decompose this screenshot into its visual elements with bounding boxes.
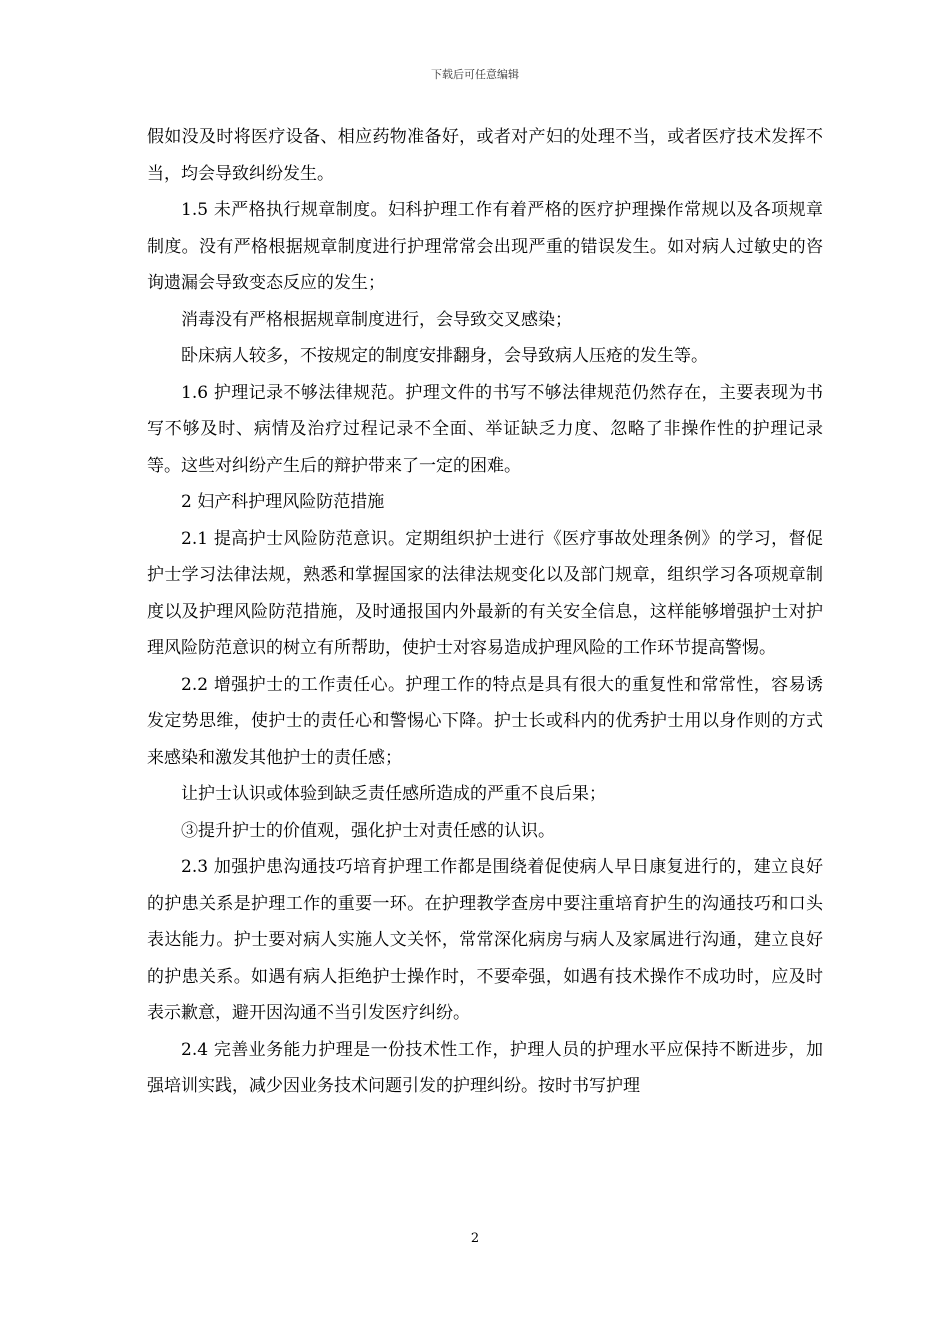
- paragraph: 让护士认识或体验到缺乏责任感所造成的严重不良后果；: [181, 784, 606, 804]
- paragraph: 假如没及时将医疗设备、相应药物准备好，或者对产妇的处理不当，或者医疗技术发挥不当，均会导致纠纷发生。: [147, 127, 823, 184]
- paragraph: 2.3 加强护患沟通技巧培育护理工作都是围绕着促使病人早日康复进行的，建立良好的护患关系是护理工作的重要一环。在护理教学查房中要注重培育护生的沟通技巧和口头表达能力。护士要对病人实施人文关怀，常常深化病房与病人及家属进行沟通，建立良好的护患关系。如遇有病人拒绝护士操作时，不要牵强，如遇有技术操作不成功时，应及时表示歉意，避开因沟通不当引发医疗纠纷。: [147, 857, 823, 1023]
- header-note: 下载后可任意编辑: [431, 68, 519, 81]
- paragraph: 1.5 未严格执行规章制度。妇科护理工作有着严格的医疗护理操作常规以及各项规章制度。没有严格根据规章制度进行护理常常会出现严重的错误发生。如对病人过敏史的咨询遗漏会导致变态反应的发生；: [147, 200, 823, 293]
- paragraph: 2.4 完善业务能力护理是一份技术性工作，护理人员的护理水平应保持不断进步，加强培训实践，减少因业务技术问题引发的护理纠纷。按时书写护理: [147, 1039, 823, 1096]
- page-number: 2: [470, 1231, 480, 1246]
- section-heading: 2 妇产科护理风险防范措施: [181, 492, 385, 512]
- paragraph: ③提升护士的价值观，强化护士对责任感的认识。: [181, 820, 555, 841]
- paragraph: 2.1 提高护士风险防范意识。定期组织护士进行《医疗事故处理条例》的学习，督促护士学习法律法规，熟悉和掌握国家的法律法规变化以及部门规章，组织学习各项规章制度以及护理风险防范措施，及时通报国内外最新的有关安全信息，这样能够增强护士对护理风险防范意识的树立有所帮助，使护士对容易造成护理风险的工作环节提高警惕。: [147, 528, 823, 658]
- paragraph: 卧床病人较多，不按规定的制度安排翻身，会导致病人压疮的发生等。: [181, 346, 708, 366]
- paragraph: 消毒没有严格根据规章制度进行，会导致交叉感染；: [181, 309, 572, 330]
- paragraph: 2.2 增强护士的工作责任心。护理工作的特点是具有很大的重复性和常常性，容易诱发定势思维，使护士的责任心和警惕心下降。护士长或科内的优秀护士用以身作则的方式来感染和激发其他护士的责任感；: [147, 674, 823, 768]
- paragraph: 1.6 护理记录不够法律规范。护理文件的书写不够法律规范仍然存在，主要表现为书写不够及时、病情及治疗过程记录不全面、举证缺乏力度、忽略了非操作性的护理记录等。这些对纠纷产生后的辩护带来了一定的困难。: [147, 382, 823, 476]
- document-body: [147, 119, 823, 1105]
